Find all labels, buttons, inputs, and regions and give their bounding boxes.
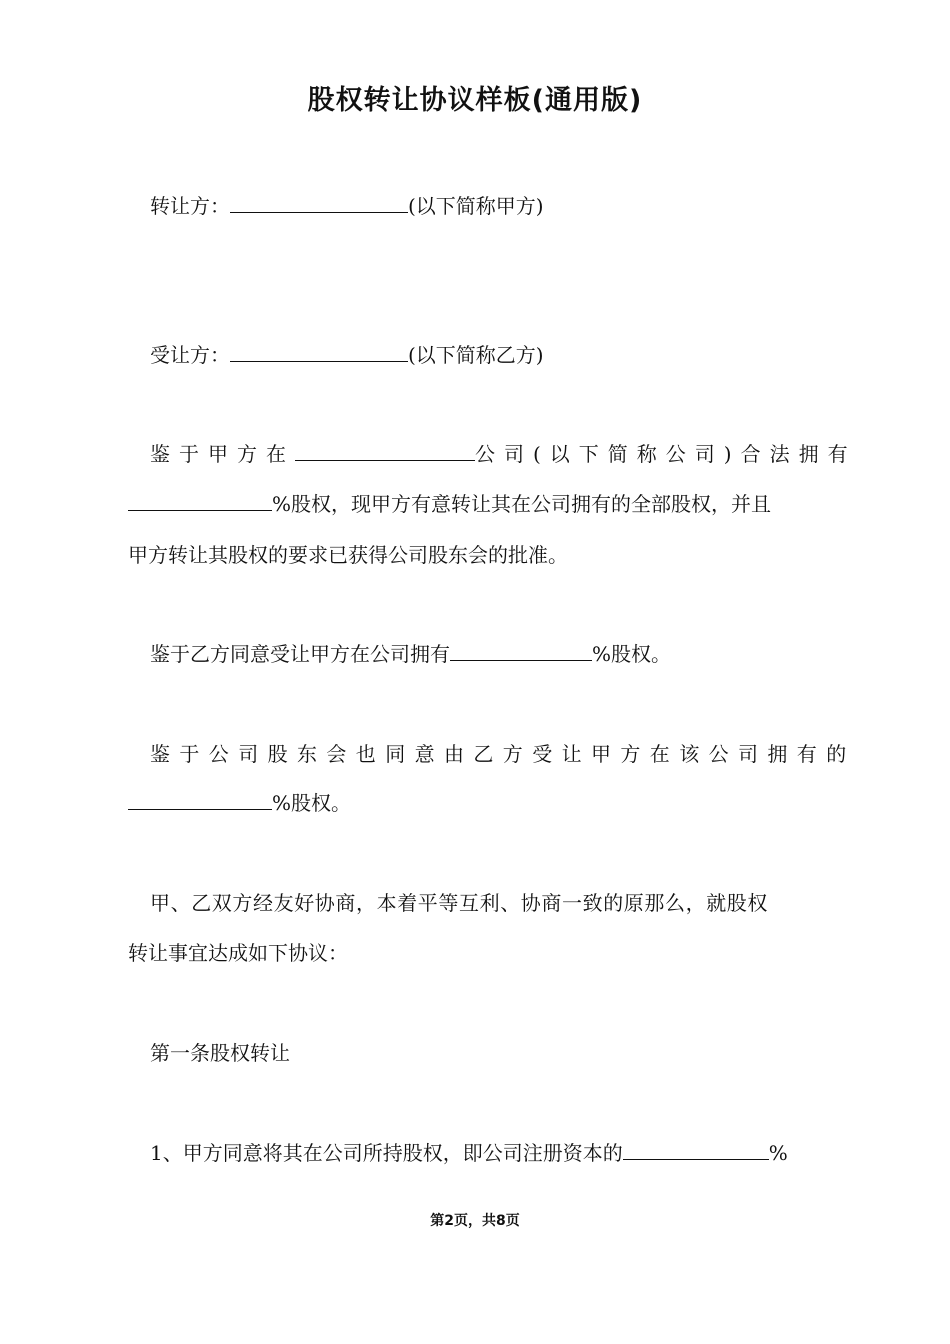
clause1-text-a: 1、甲方同意将其在公司所持股权，即公司注册资本的 (150, 1141, 623, 1165)
article1-heading (150, 1039, 290, 1067)
whereas1-text-d: 甲方转让其股权的要求已获得公司股东会的批准。 (128, 543, 568, 567)
clause1-percent-blank (623, 1141, 769, 1160)
whereas3-line2 (128, 789, 351, 817)
whereas1-text-b: 公司(以下简称公司)合法拥有 (475, 442, 857, 466)
whereas1-line2 (128, 490, 771, 518)
transferee-line (150, 341, 544, 369)
whereas3-line1 (150, 740, 856, 768)
agreement-line1 (150, 889, 768, 917)
whereas2-percent-blank (450, 642, 592, 661)
transferee-suffix: (以下简称乙方) (408, 343, 544, 367)
whereas3-text-a: 鉴于公司股东会也同意由乙方受让甲方在该公司拥有的 (150, 742, 856, 766)
whereas2-text-a: 鉴于乙方同意受让甲方在公司拥有 (150, 642, 450, 666)
whereas1-text-c: %股权，现甲方有意转让其在公司拥有的全部股权，并且 (272, 492, 772, 516)
transferor-suffix: (以下简称甲方) (408, 194, 544, 218)
transferor-blank (230, 194, 408, 213)
document-title: 股权转让协议样板(通用版) (307, 85, 643, 116)
whereas1-line3 (128, 541, 568, 569)
company-name-blank (295, 442, 475, 461)
transferor-line (150, 192, 544, 220)
clause1-line (150, 1139, 788, 1167)
whereas3-percent-blank (128, 791, 272, 810)
transferor-label: 转让方： (150, 194, 230, 218)
transferee-blank (230, 343, 408, 362)
transferee-label: 受让方： (150, 343, 230, 367)
agreement-text-a: 甲、乙双方经友好协商，本着平等互利、协商一致的原那么，就股权 (150, 891, 768, 915)
whereas3-text-b: %股权。 (272, 791, 352, 815)
page-indicator: 第2页，共8页 (430, 1213, 520, 1229)
whereas2-text-b: %股权。 (592, 642, 672, 666)
whereas1-text-a: 鉴于甲方在 (150, 442, 295, 466)
whereas2-line (150, 640, 671, 668)
whereas1-line1 (150, 440, 857, 468)
agreement-line2 (128, 939, 348, 967)
clause1-text-b: % (768, 1141, 788, 1165)
agreement-text-b: 转让事宜达成如下协议： (128, 941, 348, 965)
whereas1-percent-blank (128, 492, 272, 511)
article1-title: 第一条股权转让 (150, 1041, 290, 1065)
